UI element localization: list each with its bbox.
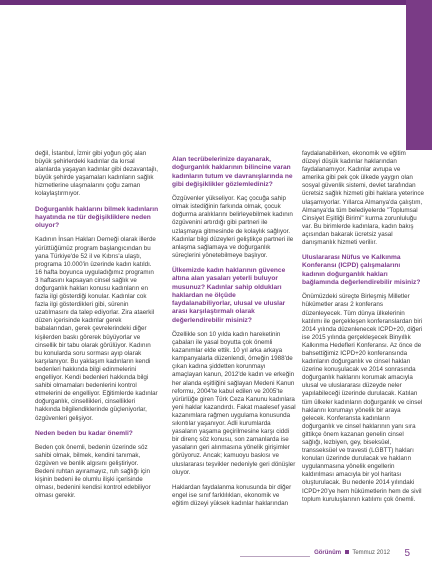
paragraph: Özellikle son 10 yılda kadın hareketinin çabaları ile yasal boyutta çok önemli kazanımlar elde ettik. 10 yıl arka arkaya kampanyalarla düzenlendi, örneğin 1988'de çıkan kadına şiddetten korunmayı amaçlayan kanun, 2012'de kadın ve erkeğin her alanda eşitliğini sağlayan Medeni Kanun reformu, 2004'te kabul edilen ve 2005'te yürürlüğe giren Türk Ceza Kanunu kadınlara yeni haklar kazandırdı. Fakat maalesef yasal kazanımlara rağmen uygulama konusunda sıkıntılar yaşanıyor. Adli kurumlarda yasaların yaşama geçirilmesine karşı ciddi bir direnç söz konusu, son zamanlarda ise yasaların geri alınmasına yönelik girişimler görüyoruz. Ancak; kamuoyu baskısı ve uluslararası teşvikler nedeniyle geri dönüşler oluyor. (172, 331, 296, 476)
question-heading: Doğurganlık haklarını bilmek kadınların hayatında ne tür değişikliklere neden oluyor? (35, 205, 159, 230)
column-3 (302, 150, 424, 511)
paragraph: Özgüvenler yükseliyor. Kaç çocuğa sahip olmak istediğinin farkında olmak, çocuk doğurma aralıklarını belirleyebilmek kadının özgüvenini artırdığı gibi partneri ile uzlaşmaya gitmesinde de kolaylık sağlıyor. Kadınlar bilgi düzeyleri geliştikçe partneri ile anlaşma sağlamaya ve doğurganlık süreçlerini yönetebilmeye başlıyor. (172, 195, 294, 259)
question-heading: Ülkemizde kadın haklarının güvence altına alan yasaları yeterli buluyor musunuz? Kadınlar sahip oldukları haklardan ne ölçüde faydalanabiliyorlar, ulusal ve uluslar arası karşılaştırmalı olarak değerlendirebilir misiniz? (172, 266, 286, 324)
paragraph: Beden çok önemli, bedenin üzerinde söz sahibi olmak, bilmek, kendini tanımak, özgüven ve benlik algısını geliştiriyor. Bedeni ruhtan ayıramayız, ruh sağlığı için kişinin bedeni ile olumlu ilişki içerisinde olması, bedenini kendisi kontrol edebiliyor olması gerekir. (35, 443, 151, 500)
square-bullet-icon (345, 550, 349, 554)
paragraph: Kadının İnsan Hakları Derneği olarak illerde yürüttüğümüz program başlangıcından bu yana Türkiye'de 52 il ve Kıbrıs'a ulaştı, programa 10.000'in üzerinde kadın katıldı. 16 hafta boyunca uyguladığımız programın 3 haftasını kapsayan cinsel sağlık ve doğurganlık hakları konusu kadınların en fazla ilgi gösterdiği konular. Kadınlar cok fazla ilgi gösterdikleri gibi, sürenin uzatılmasını da talep ediyorlar. Zira ataerkil düzen içerisinde kadınlar gerek babalarından, gerek çevrelerindeki diğer kişilerden baskı görerek büyüyorlar ve cinsellik bir tabu olarak görülüyor. Kadının bu konularda soru sorması ayıp olarak karşılanıyor. Bu yaklaşım kadınların kendi bedenleri hakkında bilgi edinmelerini engelliyor. Kendi bedenleri hakkında bilgi sahibi olmamaları bedenlerini kontrol etmelerini de engelliyor. Eğitimlerde kadınlar doğurganlık, cinsellikleri, cinsellikleri hakkında bilgilendiklerinde güçleniyorlar, özgüvenleri gelişiyor. (35, 236, 158, 422)
footer-rule (240, 556, 310, 557)
top-accent-bar (0, 0, 432, 5)
question-heading: Alan tecrübelerinize dayanarak, doğurganlık haklarının bilincine varan kadınların tutum ve davranışlarında ne gibi değişiklikler gözlemlediniz? (172, 156, 293, 188)
page-footer (0, 548, 432, 566)
paragraph: Önümüzdeki süreçte Birleşmiş Milletler hükümetler arası 2 konferans düzenleyecek. Tüm dünya ülkelerinin katılımı ile gerçekleşen konferanslardan biri 2014 yılında düzenlenecek ICPD+20, diğeri ise 2015 yılında gerçekleşecek Binyıllık Kalkınma Hedefleri Konferansı. Az önce de bahsettiğimiz ICPD+20 konferansında kadınların doğurganlık ve cinsel hakları üzerine konuşulacak ve 2014 sonrasında doğurganlık haklarını korumak amacıyla ulusal ve uluslararası düzeyde neler yapılabileceği üzerinde durulacak. Katılan tüm ülkeler kadınların doğurganlık ve cinsel haklarını korumayı yönelik bir araya gelecek. Konferansta kadınların doğurganlık ve cinsel haklarının yanı sıra gittikçe önem kazanan genelin cinsel sağlığı, lezbiyen, gey, biseksüel, transseksüel ve travesti (LGBTT) hakları konuları üzerinde durulacak ve hakların uygulanmasına yönelik engellerin kaldırılması amacıyla bir yol haritası oluşturulacak. Bu nedenle 2014 yılındaki ICPD+20'ye hem hükümetlerin hem de sivil toplum kuruluşlarının katılımı çok önemli. (302, 293, 423, 503)
page-number: 5 (404, 548, 410, 559)
magazine-name: Görünüm (314, 550, 342, 556)
question-heading: Uluslararası Nüfus ve Kalkınma Konferansı (ICPD) çalışmalarını kadının doğurganlık hakları bağlamında değerlendirebilir misiniz? (302, 254, 421, 287)
column-2 (172, 150, 296, 515)
footer-text (314, 550, 390, 556)
paragraph: Haklardan faydalanma konusunda bir diğer engel ise sınıf farklılıkları, ekonomik ve eğitim düzeyi yüksek kadınlar haklarından (172, 483, 292, 507)
question-heading: Neden beden bu kadar önemli? (35, 429, 133, 437)
right-edge-tab (406, 0, 432, 150)
paragraph: faydalanabilirken, ekonomik ve eğitim düzeyi düşük kadınlar haklarından faydalanamıyor. Kadınlar avrupa ve amerika gibi pek çok ülkede yaygın olan sosyal güvenlik sistemi, devlet tarafından ücretsiz sağlık hizmeti gibi haklara yeterince ulaşamıyorlar. Yıllarca Almanya'da çalıştım, Almanya'da tüm belediyelerde "Toplumsal Cinsiyet Eşitliği Birimi" kurma zorunluluğu var. Bu birimlerde kadınlara, kadın bakış açısından bakarak ücretsiz yasal danışmanlık hizmeti veriliır. (302, 150, 424, 247)
column-1 (35, 150, 159, 508)
paragraph: değil, İstanbul, İzmir gibi yoğun göç alan büyük şehirlerdeki kadınlar da kırsal alanlarda yaşayan kadınlar gibi dezavantajlı, büyük şehirde yaşamaları kadınların sağlık hizmetlerine ulaşmalarını çoğu zaman kolaylaştırmıyor. (35, 150, 158, 198)
issue-date: Temmuz 2012 (352, 550, 390, 556)
